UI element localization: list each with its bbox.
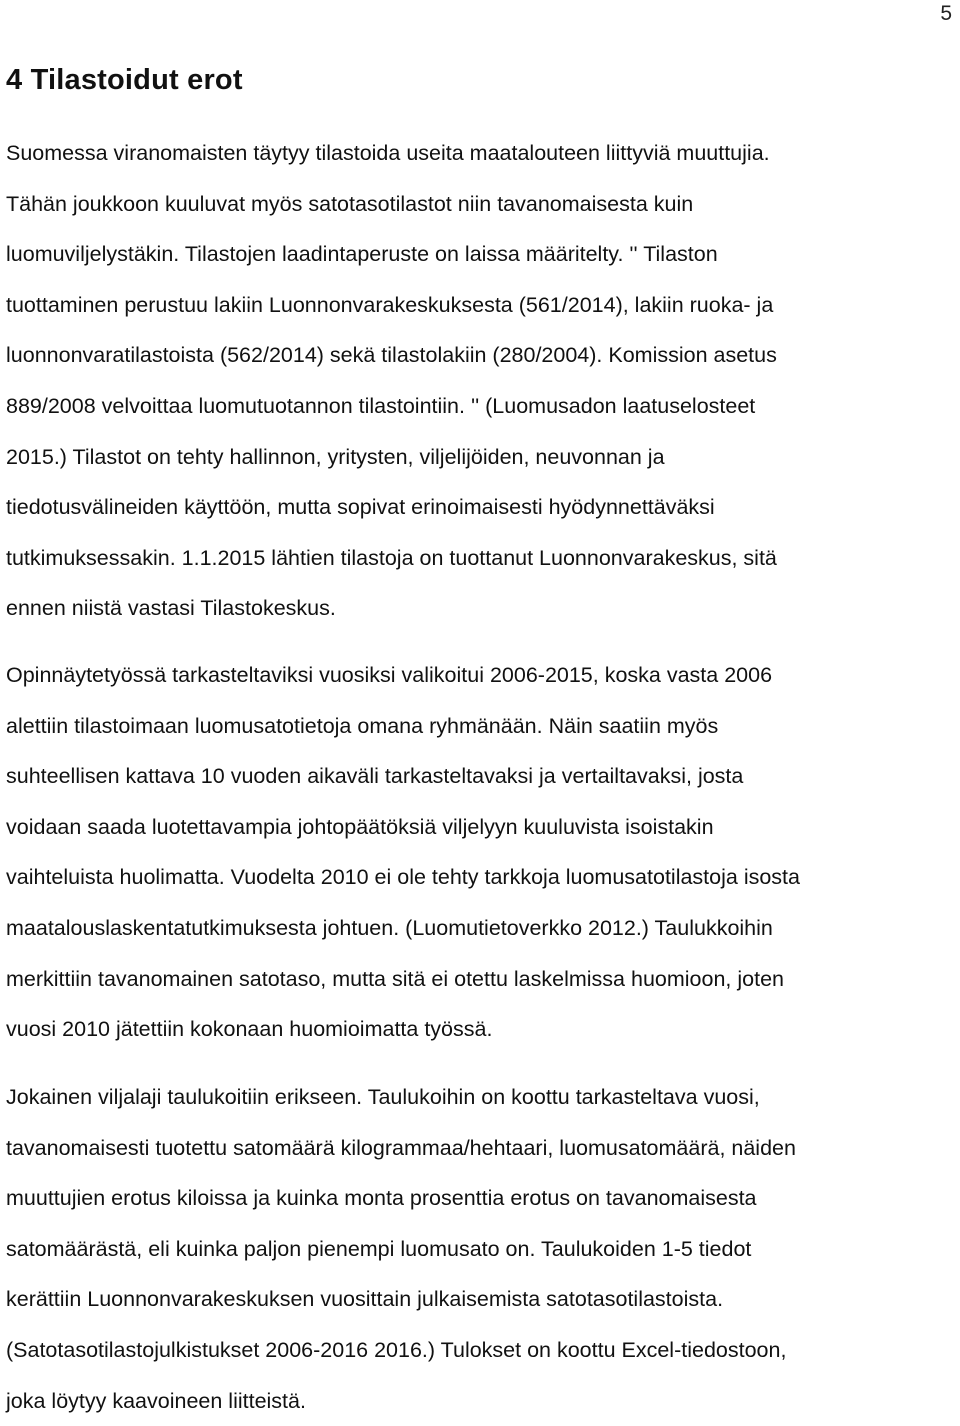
text-line: tutkimuksessakin. 1.1.2015 lähtien tilastoja on tuottanut Luonnonvarakeskus, sitä [6,545,777,570]
text-line: maatalouslaskentatutkimuksesta johtuen. (Luomutietoverkko 2012.) Taulukkoihin [6,915,773,940]
text-line: merkittiin tavanomainen satotaso, mutta sitä ei otettu laskelmissa huomioon, joten [6,966,784,991]
text-line: kerättiin Luonnonvarakeskuksen vuosittain julkaisemista satotasotilastoista. [6,1287,724,1312]
section-heading: 4 Tilastoidut erot [6,64,243,96]
text-line: tiedotusvälineiden käyttöön, mutta sopivat erinoimaisesti hyödynnettäväksi [6,495,715,520]
text-line: Opinnäytetyössä tarkasteltaviksi vuosiksi valikoitui 2006-2015, koska vasta 2006 [6,663,773,687]
text-line: alettiin tilastoimaan luomusatotietoja omana ryhmänään. Näin saatiin myös [6,713,719,738]
text-line: (Satotasotilastojulkistukset 2006-2016 2016.) Tulokset on koottu Excel-tiedostoon, [6,1337,787,1362]
text-line: satomäärästä, eli kuinka paljon pienempi luomusato on. Taulukoiden 1-5 tiedot [6,1236,752,1261]
text-line: ennen niistä vastasi Tilastokeskus. [6,596,336,621]
page-number: 5 [940,2,952,25]
text-line: vuosi 2010 jätettiin kokonaan huomioimatta työssä. [6,1017,493,1042]
text-line: Tähän joukkoon kuuluvat myös satotasotilastot niin tavanomaisesta kuin [6,191,694,216]
text-line: 2015.) Tilastot on tehty hallinnon, yritysten, viljelijöiden, neuvonnan ja [6,444,665,469]
text-line: joka löytyy kaavoineen liitteistä. [6,1388,306,1413]
paragraph-statistics-basis [6,128,954,634]
paragraph-tables-description [6,1072,954,1426]
text-line: luonnonvaratilastoista (562/2014) sekä tilastolakiin (280/2004). Komission asetus [6,343,777,368]
text-line: tuottaminen perustuu lakiin Luonnonvarakeskuksesta (561/2014), lakiin ruoka- ja [6,292,774,317]
text-line: tavanomaisesti tuotettu satomäärä kilogrammaa/hehtaari, luomusatomäärä, näiden [6,1135,796,1160]
text-line: Jokainen viljalaji taulukoitiin erikseen. Taulukoihin on koottu tarkasteltava vuosi, [6,1085,760,1109]
paragraph-study-period [6,650,954,1055]
text-line: suhteellisen kattava 10 vuoden aikaväli tarkasteltavaksi ja vertailtavaksi, josta [6,764,744,789]
text-line: voidaan saada luotettavampia johtopäätöksiä viljelyyn kuuluvista isoistakin [6,814,714,839]
text-line: luomuviljelystäkin. Tilastojen laadintaperuste on laissa määritelty. '' Tilaston [6,242,718,267]
text-line: 889/2008 velvoittaa luomutuotannon tilastointiin. '' (Luomusadon laatuselosteet [6,393,756,418]
text-line: muuttujien erotus kiloissa ja kuinka monta prosenttia erotus on tavanomaisesta [6,1186,757,1211]
text-line: Suomessa viranomaisten täytyy tilastoida useita maatalouteen liittyviä muuttujia. [6,141,770,165]
text-line: vaihteluista huolimatta. Vuodelta 2010 ei ole tehty tarkkoja luomusatotilastoja isosta [6,865,800,890]
